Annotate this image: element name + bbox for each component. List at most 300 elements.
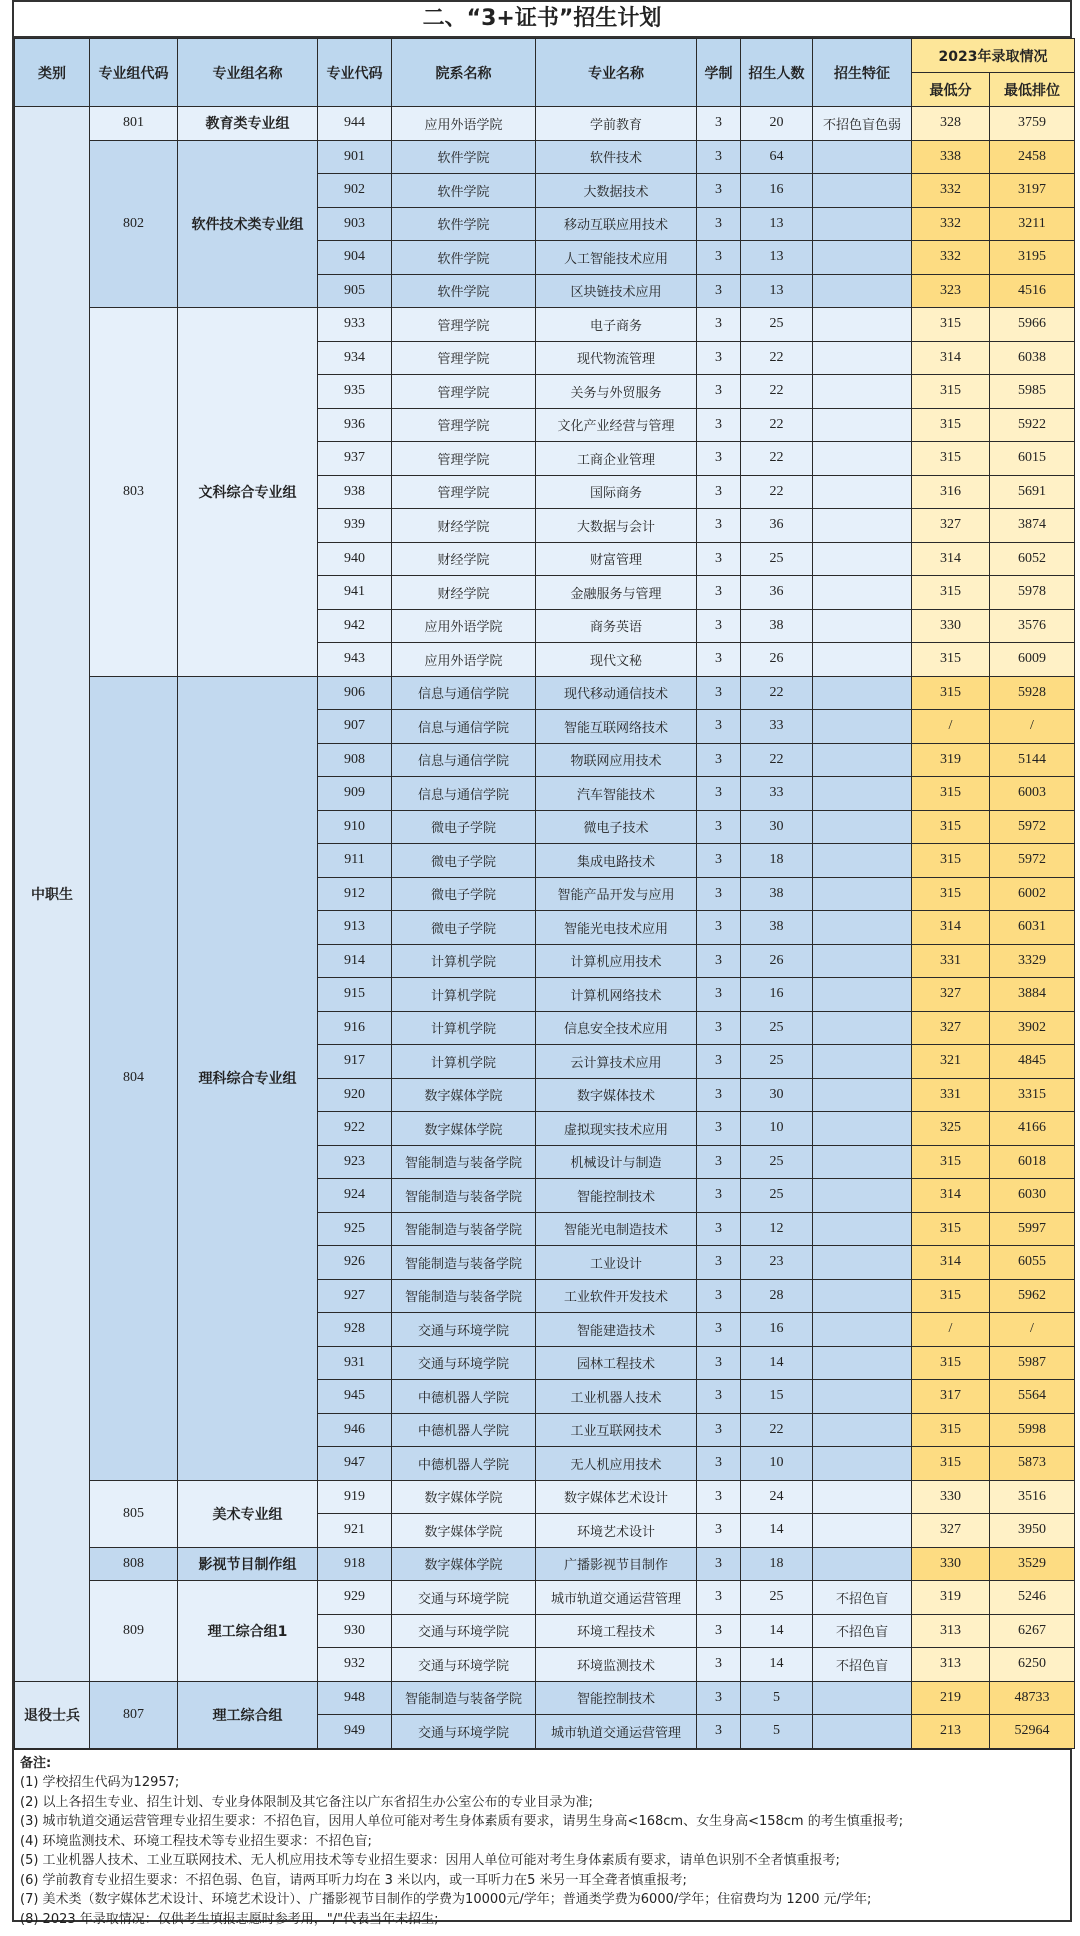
feature-cell: [813, 341, 912, 375]
major-name-cell: 环境监测技术: [536, 1648, 697, 1682]
notes-heading: 备注:: [20, 1755, 52, 1771]
college-name-cell: 智能制造与装备学院: [392, 1212, 536, 1246]
quota-cell: 30: [741, 1078, 813, 1112]
feature-cell: [813, 1179, 912, 1213]
feature-cell: [813, 576, 912, 610]
header-category: 类别: [15, 39, 90, 107]
major-name-cell: 现代物流管理: [536, 341, 697, 375]
major-code-cell: 913: [318, 911, 392, 945]
min-rank-cell: 4166: [990, 1112, 1075, 1146]
header-min-score: 最低分: [912, 73, 990, 107]
min-rank-cell: 5972: [990, 844, 1075, 878]
min-rank-cell: 6267: [990, 1614, 1075, 1648]
min-score-cell: 314: [912, 1179, 990, 1213]
group-code-cell: 809: [90, 1581, 178, 1682]
min-score-cell: 327: [912, 978, 990, 1012]
quota-cell: 25: [741, 1581, 813, 1615]
major-name-cell: 国际商务: [536, 475, 697, 509]
min-score-cell: 314: [912, 1246, 990, 1280]
feature-cell: [813, 1112, 912, 1146]
min-rank-cell: 5928: [990, 676, 1075, 710]
min-rank-cell: 3211: [990, 207, 1075, 241]
major-code-cell: 945: [318, 1380, 392, 1414]
feature-cell: [813, 978, 912, 1012]
feature-cell: [813, 643, 912, 677]
quota-cell: 25: [741, 1145, 813, 1179]
college-name-cell: 计算机学院: [392, 1045, 536, 1079]
years-cell: 3: [697, 1480, 741, 1514]
major-code-cell: 904: [318, 241, 392, 275]
years-cell: 3: [697, 1715, 741, 1749]
header-quota: 招生人数: [741, 39, 813, 107]
major-code-cell: 944: [318, 107, 392, 141]
years-cell: 3: [697, 308, 741, 342]
major-code-cell: 930: [318, 1614, 392, 1648]
min-score-cell: 316: [912, 475, 990, 509]
major-name-cell: 金融服务与管理: [536, 576, 697, 610]
quota-cell: 22: [741, 475, 813, 509]
feature-cell: 不招色盲: [813, 1614, 912, 1648]
min-score-cell: 313: [912, 1614, 990, 1648]
quota-cell: 14: [741, 1346, 813, 1380]
years-cell: 3: [697, 241, 741, 275]
college-name-cell: 中德机器人学院: [392, 1413, 536, 1447]
years-cell: 3: [697, 375, 741, 409]
min-rank-cell: 52964: [990, 1715, 1075, 1749]
min-rank-cell: 6038: [990, 341, 1075, 375]
years-cell: 3: [697, 1179, 741, 1213]
college-name-cell: 数字媒体学院: [392, 1078, 536, 1112]
years-cell: 3: [697, 810, 741, 844]
min-score-cell: 331: [912, 1078, 990, 1112]
years-cell: 3: [697, 475, 741, 509]
min-rank-cell: 5564: [990, 1380, 1075, 1414]
college-name-cell: 管理学院: [392, 408, 536, 442]
college-name-cell: 计算机学院: [392, 978, 536, 1012]
major-name-cell: 现代移动通信技术: [536, 676, 697, 710]
major-code-cell: 901: [318, 140, 392, 174]
major-name-cell: 智能控制技术: [536, 1681, 697, 1715]
years-cell: 3: [697, 1346, 741, 1380]
college-name-cell: 信息与通信学院: [392, 710, 536, 744]
min-score-cell: 315: [912, 308, 990, 342]
college-name-cell: 管理学院: [392, 475, 536, 509]
college-name-cell: 交通与环境学院: [392, 1648, 536, 1682]
college-name-cell: 应用外语学院: [392, 609, 536, 643]
min-score-cell: 331: [912, 944, 990, 978]
major-name-cell: 环境艺术设计: [536, 1514, 697, 1548]
feature-cell: [813, 308, 912, 342]
major-code-cell: 920: [318, 1078, 392, 1112]
feature-cell: [813, 944, 912, 978]
quota-cell: 14: [741, 1514, 813, 1548]
min-score-cell: 323: [912, 274, 990, 308]
major-name-cell: 移动互联应用技术: [536, 207, 697, 241]
min-rank-cell: 6052: [990, 542, 1075, 576]
major-code-cell: 928: [318, 1313, 392, 1347]
major-name-cell: 智能控制技术: [536, 1179, 697, 1213]
note-item: (5) 工业机器人技术、工业互联网技术、无人机应用技术等专业招生要求：因用人单位可能对考生身体素质有要求，请单色识别不全者慎重报考;: [20, 1853, 840, 1868]
min-rank-cell: 5962: [990, 1279, 1075, 1313]
major-name-cell: 关务与外贸服务: [536, 375, 697, 409]
min-rank-cell: 3576: [990, 609, 1075, 643]
college-name-cell: 计算机学院: [392, 1011, 536, 1045]
feature-cell: [813, 1313, 912, 1347]
major-code-cell: 927: [318, 1279, 392, 1313]
group-name-cell: 影视节目制作组: [178, 1547, 318, 1581]
feature-cell: [813, 174, 912, 208]
major-name-cell: 信息安全技术应用: [536, 1011, 697, 1045]
quota-cell: 22: [741, 676, 813, 710]
major-code-cell: 926: [318, 1246, 392, 1280]
min-rank-cell: 5144: [990, 743, 1075, 777]
years-cell: 3: [697, 743, 741, 777]
table-body: [15, 107, 1075, 1749]
min-rank-cell: 5966: [990, 308, 1075, 342]
years-cell: 3: [697, 1614, 741, 1648]
quota-cell: 23: [741, 1246, 813, 1280]
college-name-cell: 数字媒体学院: [392, 1514, 536, 1548]
min-rank-cell: 6015: [990, 442, 1075, 476]
min-score-cell: 315: [912, 1346, 990, 1380]
min-rank-cell: 3884: [990, 978, 1075, 1012]
min-score-cell: 315: [912, 1145, 990, 1179]
group-name-cell: 理工综合组: [178, 1681, 318, 1748]
major-code-cell: 925: [318, 1212, 392, 1246]
min-score-cell: 321: [912, 1045, 990, 1079]
major-name-cell: 虚拟现实技术应用: [536, 1112, 697, 1146]
group-name-cell: 教育类专业组: [178, 107, 318, 141]
major-code-cell: 938: [318, 475, 392, 509]
min-score-cell: 314: [912, 542, 990, 576]
min-rank-cell: 5691: [990, 475, 1075, 509]
feature-cell: [813, 442, 912, 476]
table-row: [15, 676, 1075, 710]
min-score-cell: /: [912, 710, 990, 744]
college-name-cell: 财经学院: [392, 542, 536, 576]
years-cell: 3: [697, 844, 741, 878]
group-code-cell: 803: [90, 308, 178, 677]
college-name-cell: 智能制造与装备学院: [392, 1179, 536, 1213]
feature-cell: [813, 1514, 912, 1548]
college-name-cell: 管理学院: [392, 442, 536, 476]
min-rank-cell: 6055: [990, 1246, 1075, 1280]
min-score-cell: 332: [912, 174, 990, 208]
quota-cell: 25: [741, 308, 813, 342]
group-name-cell: 理科综合专业组: [178, 676, 318, 1480]
major-code-cell: 908: [318, 743, 392, 777]
feature-cell: [813, 542, 912, 576]
college-name-cell: 智能制造与装备学院: [392, 1279, 536, 1313]
quota-cell: 5: [741, 1715, 813, 1749]
major-name-cell: 软件技术: [536, 140, 697, 174]
major-name-cell: 工业机器人技术: [536, 1380, 697, 1414]
quota-cell: 25: [741, 1045, 813, 1079]
min-score-cell: 315: [912, 844, 990, 878]
major-name-cell: 大数据与会计: [536, 509, 697, 543]
years-cell: 3: [697, 274, 741, 308]
years-cell: 3: [697, 1011, 741, 1045]
group-code-cell: 807: [90, 1681, 178, 1748]
quota-cell: 22: [741, 341, 813, 375]
years-cell: 3: [697, 710, 741, 744]
feature-cell: [813, 475, 912, 509]
category-cell: 退役士兵: [15, 1681, 90, 1748]
notes-section: [14, 1749, 1070, 1927]
college-name-cell: 微电子学院: [392, 911, 536, 945]
min-score-cell: 315: [912, 777, 990, 811]
feature-cell: [813, 1145, 912, 1179]
years-cell: 3: [697, 1078, 741, 1112]
feature-cell: [813, 1346, 912, 1380]
major-name-cell: 机械设计与制造: [536, 1145, 697, 1179]
major-code-cell: 931: [318, 1346, 392, 1380]
years-cell: 3: [697, 576, 741, 610]
min-rank-cell: 3516: [990, 1480, 1075, 1514]
college-name-cell: 交通与环境学院: [392, 1715, 536, 1749]
major-code-cell: 929: [318, 1581, 392, 1615]
header-min-rank: 最低排位: [990, 73, 1075, 107]
feature-cell: [813, 743, 912, 777]
group-code-cell: 805: [90, 1480, 178, 1547]
feature-cell: [813, 1078, 912, 1112]
feature-cell: [813, 1681, 912, 1715]
min-rank-cell: /: [990, 710, 1075, 744]
college-name-cell: 信息与通信学院: [392, 676, 536, 710]
years-cell: 3: [697, 1279, 741, 1313]
min-rank-cell: 3874: [990, 509, 1075, 543]
college-name-cell: 信息与通信学院: [392, 777, 536, 811]
major-name-cell: 计算机网络技术: [536, 978, 697, 1012]
min-rank-cell: 48733: [990, 1681, 1075, 1715]
years-cell: 3: [697, 408, 741, 442]
feature-cell: [813, 241, 912, 275]
major-code-cell: 936: [318, 408, 392, 442]
table-row: [15, 1681, 1075, 1715]
header-major: 专业名称: [536, 39, 697, 107]
major-name-cell: 工业互联网技术: [536, 1413, 697, 1447]
min-rank-cell: 4845: [990, 1045, 1075, 1079]
major-code-cell: 922: [318, 1112, 392, 1146]
major-name-cell: 工商企业管理: [536, 442, 697, 476]
years-cell: 3: [697, 1581, 741, 1615]
major-name-cell: 智能产品开发与应用: [536, 877, 697, 911]
college-name-cell: 软件学院: [392, 207, 536, 241]
major-name-cell: 微电子技术: [536, 810, 697, 844]
min-score-cell: 327: [912, 1514, 990, 1548]
min-rank-cell: 3529: [990, 1547, 1075, 1581]
college-name-cell: 计算机学院: [392, 944, 536, 978]
feature-cell: [813, 676, 912, 710]
major-code-cell: 921: [318, 1514, 392, 1548]
years-cell: 3: [697, 341, 741, 375]
major-name-cell: 电子商务: [536, 308, 697, 342]
min-rank-cell: 3902: [990, 1011, 1075, 1045]
college-name-cell: 交通与环境学院: [392, 1581, 536, 1615]
header-major-code: 专业代码: [318, 39, 392, 107]
min-score-cell: 315: [912, 643, 990, 677]
college-name-cell: 数字媒体学院: [392, 1480, 536, 1514]
years-cell: 3: [697, 1547, 741, 1581]
min-rank-cell: 5873: [990, 1447, 1075, 1481]
major-name-cell: 财富管理: [536, 542, 697, 576]
feature-cell: [813, 207, 912, 241]
major-code-cell: 949: [318, 1715, 392, 1749]
years-cell: 3: [697, 877, 741, 911]
min-score-cell: 327: [912, 1011, 990, 1045]
major-name-cell: 智能光电制造技术: [536, 1212, 697, 1246]
years-cell: 3: [697, 509, 741, 543]
min-score-cell: 319: [912, 743, 990, 777]
major-code-cell: 919: [318, 1480, 392, 1514]
major-code-cell: 914: [318, 944, 392, 978]
major-name-cell: 工业设计: [536, 1246, 697, 1280]
major-code-cell: 903: [318, 207, 392, 241]
major-name-cell: 园林工程技术: [536, 1346, 697, 1380]
major-code-cell: 943: [318, 643, 392, 677]
group-code-cell: 804: [90, 676, 178, 1480]
enrollment-table: [14, 38, 1075, 1749]
major-code-cell: 912: [318, 877, 392, 911]
college-name-cell: 管理学院: [392, 341, 536, 375]
min-rank-cell: 6003: [990, 777, 1075, 811]
college-name-cell: 智能制造与装备学院: [392, 1246, 536, 1280]
header-admission-2023: 2023年录取情况: [912, 39, 1075, 73]
group-code-cell: 801: [90, 107, 178, 141]
quota-cell: 25: [741, 542, 813, 576]
college-name-cell: 管理学院: [392, 375, 536, 409]
major-code-cell: 915: [318, 978, 392, 1012]
group-name-cell: 理工综合组1: [178, 1581, 318, 1682]
table-row: [15, 1480, 1075, 1514]
quota-cell: 15: [741, 1380, 813, 1414]
major-name-cell: 数字媒体技术: [536, 1078, 697, 1112]
note-item: (2) 以上各招生专业、招生计划、专业身体限制及其它备注以广东省招生办公室公布的专业目录为准;: [20, 1794, 593, 1810]
feature-cell: [813, 1246, 912, 1280]
major-code-cell: 941: [318, 576, 392, 610]
feature-cell: [813, 274, 912, 308]
feature-cell: [813, 1447, 912, 1481]
quota-cell: 22: [741, 743, 813, 777]
min-rank-cell: 2458: [990, 140, 1075, 174]
major-code-cell: 918: [318, 1547, 392, 1581]
min-rank-cell: 6018: [990, 1145, 1075, 1179]
feature-cell: [813, 911, 912, 945]
min-score-cell: 315: [912, 1447, 990, 1481]
major-code-cell: 905: [318, 274, 392, 308]
feature-cell: [813, 1715, 912, 1749]
min-rank-cell: 5985: [990, 375, 1075, 409]
college-name-cell: 应用外语学院: [392, 643, 536, 677]
group-code-cell: 808: [90, 1547, 178, 1581]
college-name-cell: 中德机器人学院: [392, 1380, 536, 1414]
min-score-cell: 330: [912, 1480, 990, 1514]
feature-cell: [813, 609, 912, 643]
min-score-cell: 315: [912, 1413, 990, 1447]
min-rank-cell: 3329: [990, 944, 1075, 978]
min-score-cell: 325: [912, 1112, 990, 1146]
major-name-cell: 智能互联网络技术: [536, 710, 697, 744]
major-name-cell: 计算机应用技术: [536, 944, 697, 978]
quota-cell: 20: [741, 107, 813, 141]
years-cell: 3: [697, 207, 741, 241]
quota-cell: 10: [741, 1447, 813, 1481]
major-code-cell: 911: [318, 844, 392, 878]
college-name-cell: 交通与环境学院: [392, 1614, 536, 1648]
min-rank-cell: 5987: [990, 1346, 1075, 1380]
college-name-cell: 智能制造与装备学院: [392, 1681, 536, 1715]
group-name-cell: 文科综合专业组: [178, 308, 318, 677]
quota-cell: 64: [741, 140, 813, 174]
years-cell: 3: [697, 911, 741, 945]
min-rank-cell: 3759: [990, 107, 1075, 141]
min-rank-cell: 3197: [990, 174, 1075, 208]
major-name-cell: 智能光电技术应用: [536, 911, 697, 945]
major-name-cell: 学前教育: [536, 107, 697, 141]
category-cell: 中职生: [15, 107, 90, 1682]
min-rank-cell: 6009: [990, 643, 1075, 677]
college-name-cell: 财经学院: [392, 576, 536, 610]
min-rank-cell: 6002: [990, 877, 1075, 911]
min-score-cell: 213: [912, 1715, 990, 1749]
quota-cell: 36: [741, 509, 813, 543]
feature-cell: [813, 844, 912, 878]
major-code-cell: 939: [318, 509, 392, 543]
major-name-cell: 现代文秘: [536, 643, 697, 677]
years-cell: 3: [697, 1681, 741, 1715]
quota-cell: 16: [741, 978, 813, 1012]
years-cell: 3: [697, 1648, 741, 1682]
min-score-cell: 219: [912, 1681, 990, 1715]
feature-cell: [813, 1279, 912, 1313]
college-name-cell: 交通与环境学院: [392, 1313, 536, 1347]
header-group-name: 专业组名称: [178, 39, 318, 107]
quota-cell: 26: [741, 944, 813, 978]
major-code-cell: 907: [318, 710, 392, 744]
years-cell: 3: [697, 1413, 741, 1447]
feature-cell: [813, 810, 912, 844]
major-code-cell: 923: [318, 1145, 392, 1179]
major-name-cell: 数字媒体艺术设计: [536, 1480, 697, 1514]
min-score-cell: 315: [912, 442, 990, 476]
min-score-cell: 315: [912, 576, 990, 610]
header-college: 院系名称: [392, 39, 536, 107]
college-name-cell: 交通与环境学院: [392, 1346, 536, 1380]
quota-cell: 5: [741, 1681, 813, 1715]
table-row: [15, 308, 1075, 342]
years-cell: 3: [697, 542, 741, 576]
min-score-cell: 315: [912, 877, 990, 911]
min-score-cell: 315: [912, 1279, 990, 1313]
min-rank-cell: 3315: [990, 1078, 1075, 1112]
major-code-cell: 934: [318, 341, 392, 375]
min-rank-cell: 3195: [990, 241, 1075, 275]
major-code-cell: 924: [318, 1179, 392, 1213]
min-rank-cell: 5246: [990, 1581, 1075, 1615]
min-score-cell: 315: [912, 1212, 990, 1246]
feature-cell: [813, 1413, 912, 1447]
major-code-cell: 946: [318, 1413, 392, 1447]
years-cell: 3: [697, 140, 741, 174]
quota-cell: 26: [741, 643, 813, 677]
major-name-cell: 城市轨道交通运营管理: [536, 1581, 697, 1615]
major-code-cell: 935: [318, 375, 392, 409]
feature-cell: [813, 140, 912, 174]
min-score-cell: 330: [912, 609, 990, 643]
quota-cell: 16: [741, 1313, 813, 1347]
quota-cell: 18: [741, 1547, 813, 1581]
college-name-cell: 中德机器人学院: [392, 1447, 536, 1481]
